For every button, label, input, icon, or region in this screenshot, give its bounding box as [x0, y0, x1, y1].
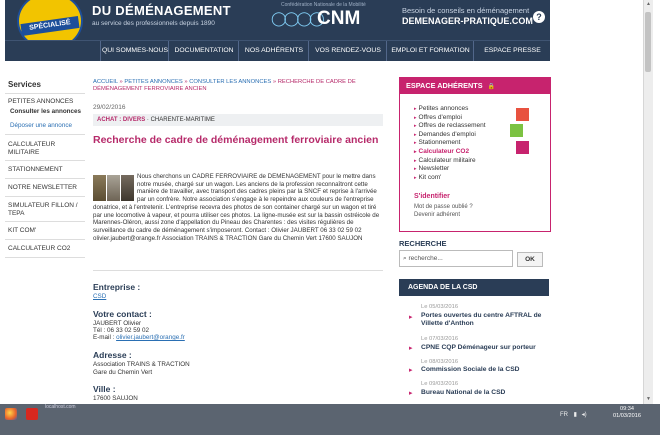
- sidebar-item-calculateur-militaire[interactable]: CALCULATEUR MILITAIRE: [8, 141, 56, 156]
- brand-title: DU DÉMÉNAGEMENT: [92, 3, 231, 18]
- tray-language[interactable]: FR: [560, 412, 568, 418]
- scroll-up-icon[interactable]: ▲: [646, 1, 651, 7]
- pdf-reader-icon[interactable]: [26, 408, 38, 420]
- espace-link-label: Offres d'emploi: [418, 113, 462, 121]
- breadcrumb-petites-annonces[interactable]: PETITES ANNONCES: [124, 79, 183, 85]
- scroll-thumb[interactable]: [645, 12, 651, 72]
- breadcrumb-separator: »: [119, 79, 123, 85]
- entreprise-value: [93, 293, 106, 301]
- lock-icon: 🔒: [487, 84, 496, 90]
- search-icon: ⌕: [403, 255, 407, 262]
- sidebar-item-newsletter[interactable]: NOTRE NEWSLETTER: [8, 184, 77, 191]
- help-icon[interactable]: ?: [533, 11, 545, 23]
- espace-link-stationnement[interactable]: ▸ Stationnement: [414, 139, 461, 147]
- help-site-link[interactable]: DEMENAGER-PRATIQUE.COM: [402, 16, 533, 26]
- espace-link-offres-reclassement[interactable]: ▸ Offres de reclassement: [414, 122, 486, 130]
- divider: [5, 239, 85, 240]
- espace-link-offres-emploi[interactable]: ▸ Offres d'emploi: [414, 113, 462, 121]
- clock-date: 01/03/2016: [613, 413, 641, 419]
- os-taskbar: [0, 404, 660, 435]
- agenda-event-title[interactable]: Commission Sociale de la CSD: [421, 366, 520, 373]
- nav-item-vos-rendez-vous[interactable]: VOS RENDEZ-VOUS: [308, 41, 387, 61]
- espace-link-calculateur-co2[interactable]: ▸ Calculateur CO2: [414, 147, 470, 155]
- espace-link-label: Calculateur militaire: [418, 156, 476, 164]
- search-ok-button[interactable]: OK: [517, 252, 543, 267]
- espace-link-label: Offres de reclassement: [418, 122, 486, 130]
- search-placeholder: recherche...: [408, 255, 443, 262]
- agenda-event-date: Le 05/03/2016: [421, 304, 459, 310]
- system-tray[interactable]: [560, 411, 587, 418]
- taskbar-url-fragment: localhost.com: [45, 404, 76, 410]
- divider: [5, 93, 85, 94]
- divider: [5, 160, 85, 161]
- logo-text: SPÉCIALISÉ: [20, 16, 79, 36]
- annonce-body-text: Nous cherchons un CADRE FERROVIAIRE de DEMENAGEMENT pour le mettre dans notre musée, chargé sur un wagon. Les anciens de la profession reconnaîtront cette manière de travailler, avec transport des cadres pleins par la SNCF et reprise à l'arrivée par un confrère. Notre association s'engage à le repeindre aux couleurs de l'entreprise donatrice, et à l'entretenir. L'entreprise recevra des photos de son container chargé sur un wagon et tiré par une locomotive à vapeur, et pourra utiliser ces photos. La ligne-musée est sur la bassin ostréicole de Marennes-Oléron, aussi zone d'appellation du Pineau des Charentes : des visites régulières de surveillance du cadre de déménagement s'imposeront. Contact : Olivier JAUBERT 06 33 02 59 02 olivier.jaubert@orange.fr Association TRAINS & TRACTION Gare du Chemin Vert 17600 SAUJON: [93, 173, 380, 242]
- divider: [5, 134, 85, 135]
- nav-item-emploi-formation[interactable]: EMPLOI ET FORMATION: [386, 41, 474, 61]
- espace-link-demandes-emploi[interactable]: ▸ Demandes d'emploi: [414, 130, 476, 138]
- divider: [5, 178, 85, 179]
- espace-adherents-panel: [399, 77, 551, 232]
- contact-email-row: [93, 334, 185, 342]
- help-text: Besoin de conseils en déménagement: [402, 6, 530, 15]
- entreprise-heading: Entreprise :: [93, 282, 141, 292]
- nav-item-espace-presse[interactable]: ESPACE PRESSE: [473, 41, 551, 61]
- espace-link-label: Stationnement: [418, 139, 461, 147]
- adresse-line1: Association TRAINS & TRACTION: [93, 361, 190, 368]
- taskbar-clock[interactable]: [612, 406, 642, 420]
- agenda-event-title[interactable]: Portes ouvertes du centre AFTRAL de Villette d'Anthon: [421, 312, 542, 327]
- breadcrumb-accueil[interactable]: ACCUEIL: [93, 79, 118, 85]
- agenda-event-title[interactable]: CPNE CQP Déménageur sur porteur: [421, 344, 536, 351]
- agenda-title: AGENDA DE LA CSD: [408, 284, 478, 291]
- breadcrumb: [93, 79, 383, 93]
- agenda-event-date: Le 08/03/2016: [421, 359, 459, 365]
- search-input[interactable]: [399, 250, 513, 267]
- sidebar-item-calculateur-co2[interactable]: CALCULATEUR CO2: [8, 245, 71, 252]
- clock-time: 09:34: [620, 406, 634, 412]
- espace-link-newsletter[interactable]: ▸ Newsletter: [414, 165, 450, 173]
- breadcrumb-current: RECHERCHE DE CADRE DE DÉMÉNAGEMENT FERROVIAIRE ANCIEN: [93, 79, 356, 92]
- volume-icon[interactable]: ◂): [581, 412, 587, 418]
- sidebar-item-petites-annonces[interactable]: PETITES ANNONCES: [8, 98, 74, 105]
- photo-spacer: [93, 173, 137, 201]
- espace-link-label: Calculateur CO2: [418, 147, 470, 155]
- agenda-event-date: Le 07/03/2016: [421, 336, 459, 342]
- espace-link-label: Petites annonces: [418, 105, 469, 112]
- contact-name: JAUBERT Olivier: [93, 320, 142, 327]
- identifier-link[interactable]: S'identifier: [414, 193, 450, 200]
- espace-link-label: Newsletter: [418, 165, 450, 173]
- nav-item-nos-adherents[interactable]: NOS ADHÉRENTS: [238, 41, 309, 61]
- annonce-region: CHARENTE-MARITIME: [150, 117, 215, 123]
- cube-green: [510, 124, 523, 137]
- annonce-body: [93, 173, 383, 242]
- sidebar-sub-deposer[interactable]: Déposer une annonce: [10, 122, 72, 129]
- annonce-tag-bar: [93, 114, 383, 126]
- cnm-caption: Confédération Nationale de la Mobilité: [281, 2, 366, 8]
- site-header: [5, 0, 550, 40]
- espace-links-list: [414, 105, 514, 182]
- espace-link-label: Demandes d'emploi: [418, 130, 476, 138]
- agenda-event-date: Le 09/03/2016: [421, 381, 459, 387]
- breadcrumb-separator: »: [272, 79, 277, 85]
- espace-link-petites-annonces[interactable]: ▸ Petites annonces: [414, 105, 469, 112]
- cnm-label: CNM: [317, 8, 361, 29]
- cnm-rings-icon: ◯◯◯◯: [271, 10, 322, 26]
- espace-link-label: Kit com': [418, 173, 442, 181]
- divider: [5, 221, 85, 222]
- ville-heading: Ville :: [93, 384, 116, 394]
- sidebar-item-simulateur[interactable]: SIMULATEUR FILLON / TEPA: [8, 202, 78, 217]
- adresse-line2: Gare du Chemin Vert: [93, 369, 153, 376]
- annonce-date: 29/02/2016: [93, 104, 126, 111]
- main-nav: [5, 40, 550, 61]
- search-title: RECHERCHE: [399, 239, 447, 248]
- contact-heading: Votre contact :: [93, 309, 152, 319]
- forgot-password-link[interactable]: Mot de passe oublié ?: [414, 204, 473, 210]
- chevron-right-icon: ▸: [409, 367, 413, 374]
- agenda-header: [399, 279, 549, 296]
- agenda-event-title[interactable]: Bureau National de la CSD: [421, 389, 506, 396]
- tag-separator: ·: [146, 117, 149, 123]
- sidebar-item-stationnement[interactable]: STATIONNEMENT: [8, 166, 63, 173]
- sidebar-item-kit-com[interactable]: KIT COM': [8, 227, 37, 234]
- chevron-right-icon: ▸: [409, 345, 413, 352]
- contact-email-link[interactable]: olivier.jaubert@orange.fr: [116, 334, 185, 341]
- cube-pink: [516, 141, 529, 154]
- annonce-category: ACHAT : DIVERS: [97, 117, 146, 123]
- espace-adherents-header[interactable]: [400, 78, 550, 94]
- chevron-right-icon: ▸: [409, 390, 413, 397]
- contact-tel: Tél : 06 33 02 59 02: [93, 327, 150, 334]
- become-member-link[interactable]: Devenir adhérent: [414, 212, 461, 218]
- espace-link-kit-com[interactable]: ▸ Kit com': [414, 173, 442, 181]
- cubes-illustration: [508, 108, 538, 162]
- services-title: Services: [8, 80, 41, 89]
- espace-link-calculateur-militaire[interactable]: ▸ Calculateur militaire: [414, 156, 476, 164]
- scroll-down-icon[interactable]: ▼: [646, 396, 651, 402]
- nav-item-documentation[interactable]: DOCUMENTATION: [168, 41, 239, 61]
- entreprise-link[interactable]: CSD: [93, 293, 107, 300]
- ville-value: 17600 SAUJON: [93, 395, 138, 402]
- breadcrumb-separator: »: [184, 79, 188, 85]
- chevron-right-icon: ▸: [409, 314, 413, 321]
- divider: [93, 270, 383, 271]
- annonce-title: Recherche de cadre de déménagement ferroviaire ancien: [93, 134, 379, 146]
- network-icon[interactable]: ▮: [573, 412, 577, 418]
- divider: [5, 196, 85, 197]
- breadcrumb-consulter[interactable]: CONSULTER LES ANNONCES: [189, 79, 272, 85]
- adresse-heading: Adresse :: [93, 350, 132, 360]
- contact-email-label: E-mail :: [93, 334, 115, 341]
- espace-title: ESPACE ADHÉRENTS: [406, 81, 483, 90]
- cube-red: [516, 108, 529, 121]
- divider: [5, 257, 85, 258]
- csd-logo[interactable]: [17, 0, 83, 40]
- page-scrollbar[interactable]: [643, 0, 653, 404]
- brand-subtitle: au service des professionnels depuis 1890: [92, 20, 215, 27]
- nav-item-qui-sommes-nous[interactable]: QUI SOMMES-NOUS: [100, 41, 169, 61]
- cnm-logo[interactable]: [271, 4, 369, 32]
- sidebar-sub-consulter[interactable]: Consulter les annonces: [10, 108, 82, 115]
- firefox-icon[interactable]: [5, 408, 17, 420]
